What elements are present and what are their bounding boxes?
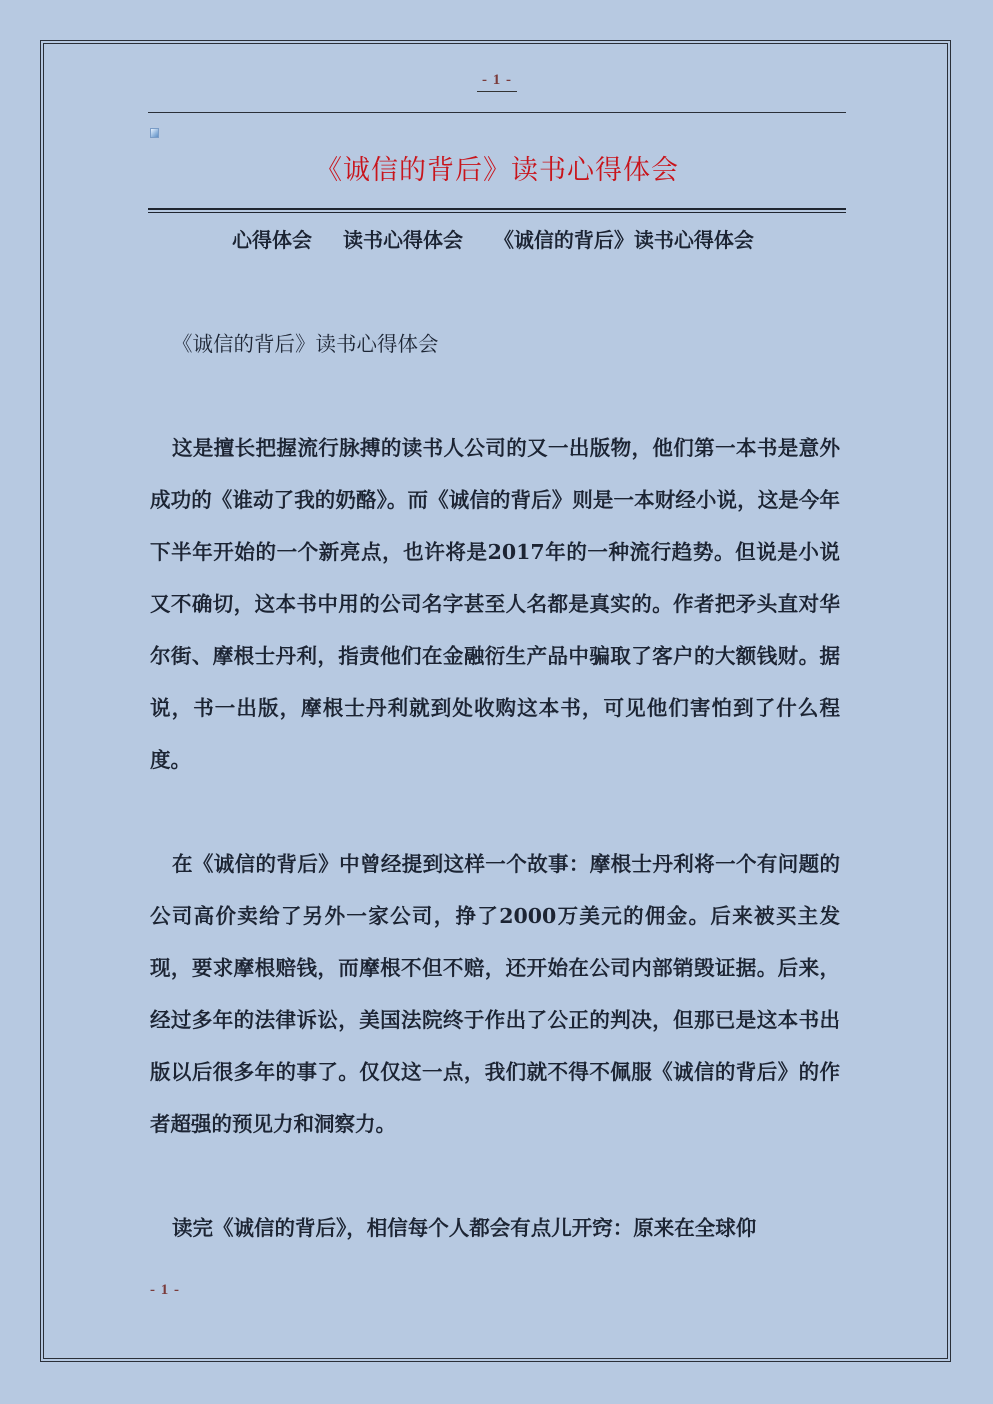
document-title: 《诚信的背后》读书心得体会	[315, 155, 679, 186]
keyword-tags	[232, 224, 852, 253]
header-divider	[148, 112, 846, 113]
document-body	[150, 318, 840, 1306]
body-paragraph: 读完《诚信的背后》，相信每个人都会有点儿开窍：原来在全球仰	[172, 1216, 757, 1240]
title-divider-thin	[148, 212, 846, 213]
tag-item: 《诚信的背后》读书心得体会	[493, 228, 754, 252]
body-subtitle: 《诚信的背后》读书心得体会	[172, 332, 439, 356]
body-paragraph: 在《诚信的背后》中曾经提到这样一个故事：摩根士丹利将一个有问题的公司高价卖给了另外一家公司，挣了2000万美元的佣金。后来被买主发现，要求摩根赔钱，而摩根不但不赔，还开始在公司内部销毁证据。后来，经过多年的法律诉讼，美国法院终于作出了公正的判决，但那已是这本书出版以后很多年的事了。仅仅这一点，我们就不得不佩服《诚信的背后》的作者超强的预见力和洞察力。	[150, 852, 840, 1136]
footer-page-number: - 1 -	[150, 1282, 180, 1298]
tag-item: 心得体会	[232, 228, 312, 252]
body-paragraph: 这是擅长把握流行脉搏的读书人公司的又一出版物，他们第一本书是意外成功的《谁动了我的奶酪》。而《诚信的背后》则是一本财经小说，这是今年下半年开始的一个新亮点，也许将是2017年的一种流行趋势。但说是小说又不确切，这本书中用的公司名字甚至人名都是真实的。作者把矛头直对华尔街、摩根士丹利，指责他们在金融衍生产品中骗取了客户的大额钱财。据说，书一出版，摩根士丹利就到处收购这本书，可见他们害怕到了什么程度。	[150, 436, 840, 772]
header-page-number: - 1 -	[477, 72, 517, 92]
title-divider-thick	[148, 208, 846, 210]
tag-item: 读书心得体会	[342, 228, 463, 252]
document-icon	[150, 128, 159, 138]
